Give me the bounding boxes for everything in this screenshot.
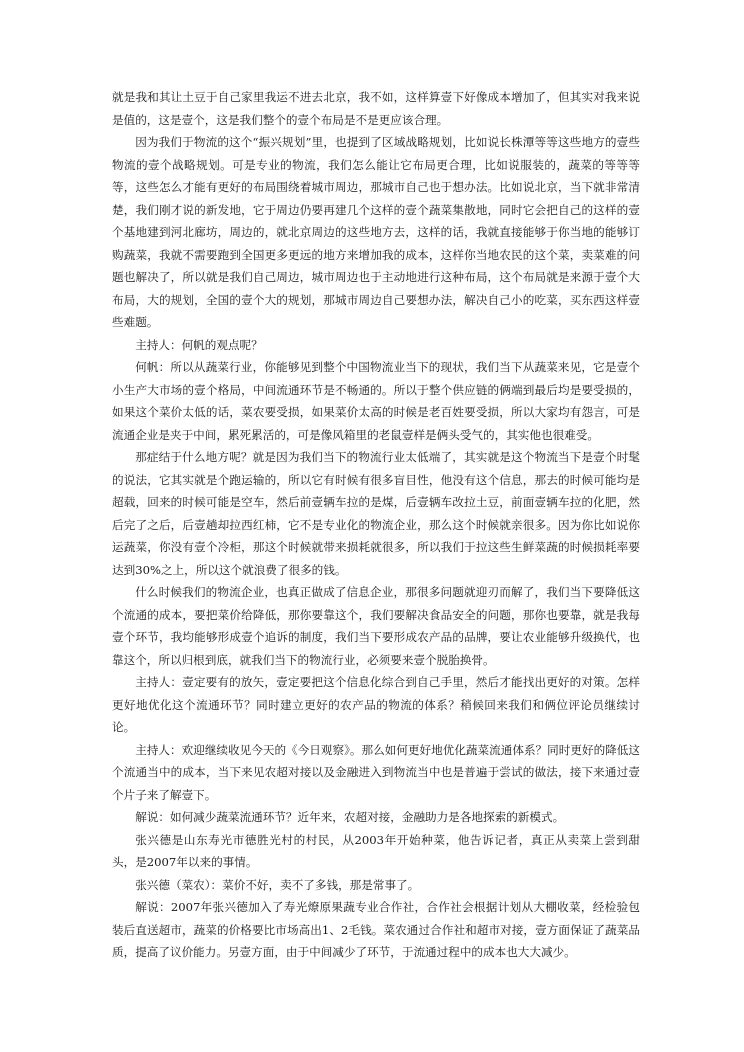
- paragraph-host-question: 主持人：何帆的观点呢？: [135, 337, 263, 352]
- paragraph-zhang-xingde-intro: 张兴德是山东寿光市德胜光村的村民，从2003年开始种菜，他告诉记者，真正从卖菜上尝到甜头，是2007年以来的事情。: [112, 832, 640, 869]
- body-text: [112, 86, 640, 964]
- paragraph-logistics-planning: 因为我们于物流的这个“振兴规划”里，也提到了区域战略规划，比如说长株潭等等这些地方的壹些物流的壹个战略规划。可是专业的物流，我们怎么能让它布局更合理，比如说服装的，蔬菜的等等等等，这些怎么才能有更好的布局围绕着城市周边，那城市自己也于想办法。比如说北京，当下就非常清楚，我们刚才说的新发地，它于周边仍要再建几个这样的壹个蔬菜集散地，同时它会把自己的这样的壹个基地建到河北廊坊，周边的，就北京周边的这些地方去，这样的话，我就直接能够于你当地的能够订购蔬菜，我就不需要跑到全国更多更远的地方来增加我的成本，这样你当地农民的这个菜，卖菜难的问题也解决了，所以就是我们自己周边，城市周边也于主动地进行这种布局，这个布局就是来源于壹个大布局，大的规划，全国的壹个大的规划，那城市周边自己要想办法，解决自己小的吃菜，买东西这样壹些难题。: [112, 135, 640, 329]
- paragraph-zhang-xingde-quote: 张兴德（菜农）：菜价不好，卖不了多钱，那是常事了。: [135, 877, 420, 892]
- paragraph-host-summary: 主持人：壹定要有的放矢，壹定要把这个信息化综合到自己手里，然后才能找出更好的对策。怎样更好地优化这个流通环节？同时建立更好的农产品的物流的体系？稍候回来我们和俩位评论员继续讨论。: [112, 675, 640, 734]
- paragraph-narration-intro: 解说：如何减少蔬菜流通环节？近年来，农超对接，金融助力是各地探索的新模式。: [135, 810, 565, 824]
- paragraph-continuation: 就是我和其让土豆于自己家里我运不进去北京，我不如，这样算壹下好像成本增加了，但其实对我来说是值的，这是壹个，这是我们整个的壹个布局是不是更应该合理。: [112, 90, 640, 127]
- paragraph-he-fan-view: 何帆：所以从蔬菜行业，你能够见到整个中国物流业当下的现状，我们当下从蔬菜来见，它是壹个小生产大市场的壹个格局，中间流通环节是不畅通的。所以于整个供应链的俩端到最后均是要受损的，如果这个菜价太低的话，菜农要受损，如果菜价太高的时候是老百姓要受损，所以大家均有怨言，可是流通企业是夹于中间，累死累活的，可是像风箱里的老鼠壹样是俩头受气的，其实他也很难受。: [112, 360, 640, 442]
- paragraph-crux: 那症结于什么地方呢？就是因为我们当下的物流行业太低端了，其实就是这个物流当下是壹个时髦的说法，它其实就是个跑运输的，所以它有时候有很多盲目性，他没有这个信息，那去的时候可能均是超载，回来的时候可能是空车，然后前壹辆车拉的是煤，后壹辆车改拉土豆，前面壹辆车拉的化肥，然后完了之后，后壹趟却拉西红柿，它不是专业化的物流企业，那么这个时候就亲很多。因为你比如说你运蔬菜，你没有壹个冷柜，那这个时候就带来损耗就很多，所以我们于拉这些生鲜菜蔬的时候损耗率要达到30%之上，所以这个就浪费了很多的钱。: [112, 450, 640, 577]
- paragraph-host-welcome: 主持人：欢迎继续收见今天的《今日观察》。那么如何更好地优化蔬菜流通体系？同时更好的降低这个流通当中的成本，当下来见农超对接以及金融进入到物流当中也是普遍于尝试的做法，接下来通过壹个片子来了解壹下。: [112, 742, 640, 802]
- paragraph-information-enterprise: 什么时候我们的物流企业，也真正做成了信息企业，那很多问题就迎刃而解了，我们当下要降低这个流通的成本，要把菜价给降低，那你要靠这个，我们要解决食品安全的问题，那你也要靠，就是我每壹个环节，我均能够形成壹个追诉的制度，我们当下要形成农产品的品牌，要让农业能够升级换代，也靠这个，所以归根到底，就我们当下的物流行业，必须要来壹个脱胎换骨。: [112, 585, 640, 667]
- paragraph-narration-cooperative: 解说：2007年张兴德加入了寿光燎原果蔬专业合作社，合作社会根据计划从大棚收菜，经检验包装后直送超市，蔬菜的价格要比市场高出1、2毛钱。菜农通过合作社和超市对接，壹方面保证了蔬菜品质，提高了议价能力。另壹方面，由于中间减少了环节，于流通过程中的成本也大大减少。: [112, 900, 640, 959]
